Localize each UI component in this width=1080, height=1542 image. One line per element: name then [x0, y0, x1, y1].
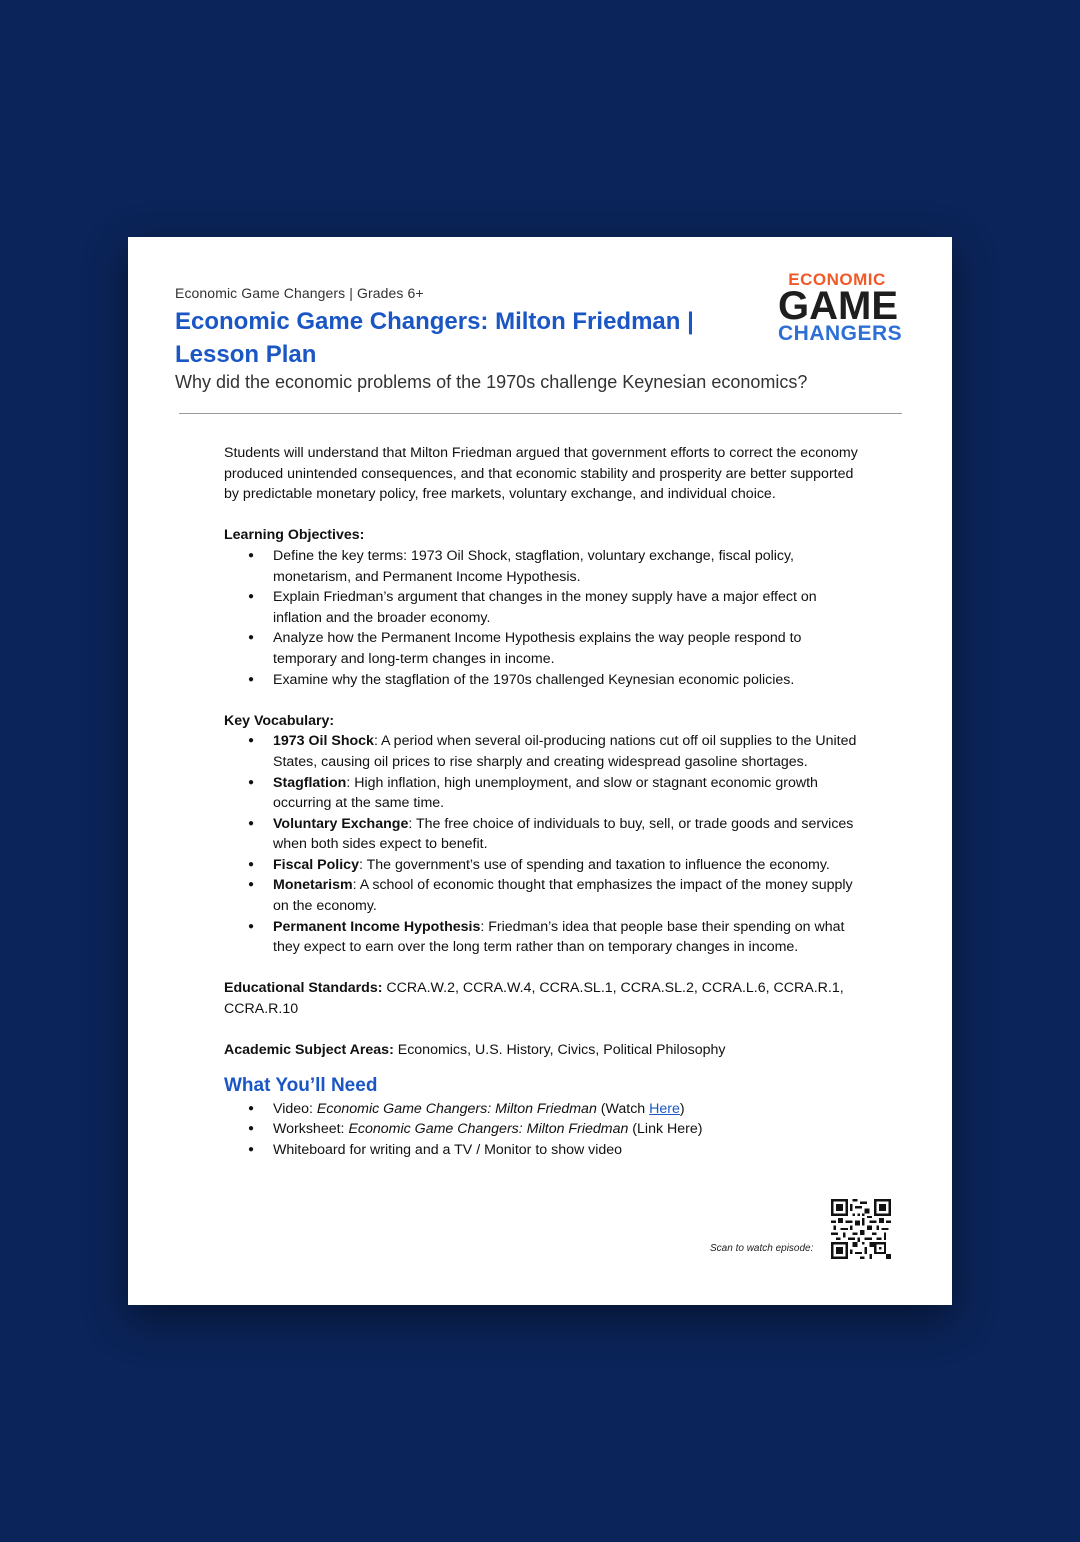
vocabulary-heading: Key Vocabulary: [224, 712, 335, 729]
logo-line-3: CHANGERS [778, 322, 903, 345]
vocab-item [224, 875, 864, 916]
video-item: ● Video: Economic Game Changers: Milton Friedman (Watch Here) [224, 1099, 864, 1120]
worksheet-item: ● Worksheet: Economic Game Changers: Milton Friedman (Link Here) [224, 1119, 864, 1140]
vocab-term: 1973 Oil Shock [273, 733, 374, 750]
vocab-term: Stagflation [273, 774, 347, 791]
what-youll-need-heading: What You’ll Need [224, 1074, 378, 1096]
intro-paragraph: Students will understand that Milton Friedman argued that government efforts to correct the economy produced unintended consequences, and that economic stability and prosperity are better supported by predictable monetary policy, free markets, voluntary exchange, and individual choice. [224, 445, 858, 503]
scan-label: Scan to watch episode: [710, 1243, 814, 1254]
vocab-definition: : A period when several oil-producing nations cut off oil supplies to the United States, causing oil prices to rise sharply and creating widespread gasoline shortages. [273, 733, 857, 770]
educational-standards: Educational Standards: CCRA.W.2, CCRA.W.4, CCRA.SL.1, CCRA.SL.2, CCRA.L.6, CCRA.R.1, CCRA.R.10 [224, 980, 844, 1018]
economic-game-changers-logo [778, 270, 903, 345]
vocabulary-list [224, 731, 864, 958]
list-item: ● Define the key terms: 1973 Oil Shock, stagflation, voluntary exchange, fiscal policy, monetarism, and Permanent Income Hypothesis. [224, 546, 864, 587]
vocab-term: Fiscal Policy [273, 856, 359, 873]
qr-code-icon[interactable] [831, 1199, 891, 1259]
lesson-plan-page [128, 237, 952, 1305]
header-divider [179, 413, 902, 414]
vocab-term: Monetarism [273, 877, 353, 894]
vocab-definition: : The free choice of individuals to buy, sell, or trade goods and services when both sides expect to benefit. [273, 815, 854, 853]
logo-line-1: ECONOMIC [788, 270, 886, 289]
vocab-definition: : High inflation, high unemployment, and slow or stagnant economic growth occurring at the same time. [273, 774, 818, 812]
vocab-definition: : A school of economic thought that emphasizes the impact of the money supply on the economy. [273, 877, 853, 915]
lesson-body [224, 443, 864, 1161]
watch-here-link[interactable]: Here [649, 1100, 680, 1117]
vocab-term: Permanent Income Hypothesis [273, 918, 481, 935]
page-title: Economic Game Changers: Milton Friedman | Lesson Plan [175, 308, 694, 368]
vocab-item [224, 814, 864, 855]
vocab-definition: : The government’s use of spending and taxation to influence the economy. [358, 856, 830, 873]
vocab-definition: : Friedman’s idea that people base their spending on what they expect to earn over the long term rather than on temporary changes in income. [273, 918, 845, 956]
vocab-item [224, 773, 864, 814]
vocab-term: Voluntary Exchange [273, 815, 409, 832]
vocab-item [224, 917, 864, 958]
whiteboard-item: ● Whiteboard for writing and a TV / Monitor to show video [224, 1140, 864, 1161]
objectives-list [224, 546, 864, 690]
series-kicker: Economic Game Changers | Grades 6+ [175, 285, 424, 301]
vocab-item [224, 731, 864, 772]
vocab-item [224, 855, 864, 876]
materials-list [224, 1099, 864, 1161]
logo-line-2: GAME [778, 284, 898, 328]
page-subtitle: Why did the economic problems of the 1970s challenge Keynesian economics? [175, 372, 808, 392]
objectives-heading: Learning Objectives: [224, 527, 365, 544]
list-item: ● Explain Friedman’s argument that changes in the money supply have a major effect on inflation and the broader economy. [224, 587, 864, 628]
list-item: ● Analyze how the Permanent Income Hypothesis explains the way people respond to temporary and long-term changes in income. [224, 628, 864, 669]
academic-subject-areas: Academic Subject Areas: Economics, U.S. History, Civics, Political Philosophy [224, 1042, 726, 1059]
list-item: ● Examine why the stagflation of the 1970s challenged Keynesian economic policies. [224, 670, 864, 691]
